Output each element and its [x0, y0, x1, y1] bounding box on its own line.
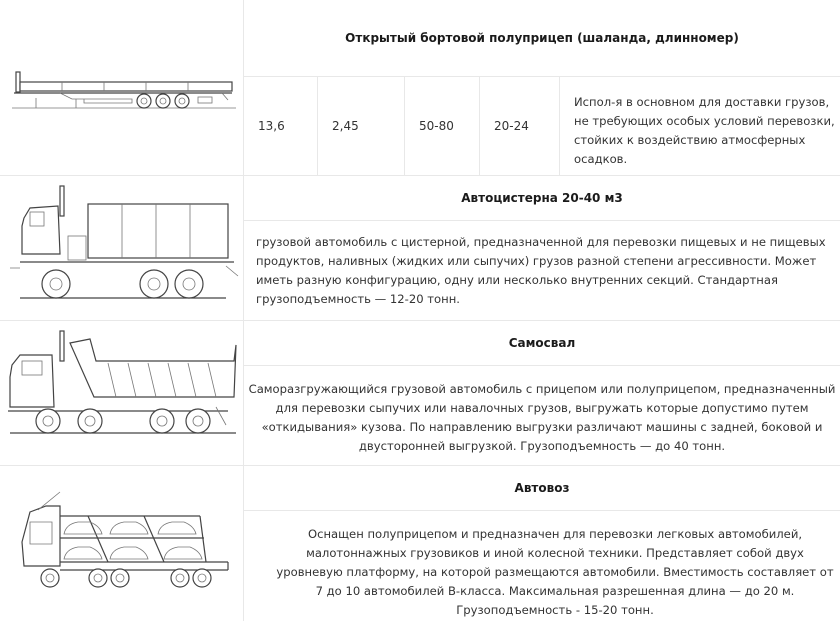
image-cell — [0, 466, 244, 621]
specs-row — [244, 77, 840, 175]
flatbed-semitrailer-icon — [0, 0, 244, 176]
row-title: Самосвал — [244, 321, 840, 366]
row-description: Саморазгружающийся грузовой автомобиль с прицепом или полуприцепом, предназначенный для перевозки сыпучих или навалочных грузов, выгружать которые допустимо путем «откидывания» кузова. По направлению выгрузки различают машины с задней, боковой и двусторонней выгрузкой. Грузоподъемность — до 40 тонн. — [248, 382, 836, 453]
spec-width: 2,45 — [318, 77, 405, 175]
content-cell — [244, 466, 840, 621]
table-row-car-carrier — [0, 466, 840, 621]
row-description: Испол-я в основном для доставки грузов, не требующих особых условий перевозки, стойких к воздействию атмосферных осадков. — [574, 95, 835, 166]
content-cell — [244, 0, 840, 175]
image-cell — [0, 176, 244, 320]
row-title: Открытый бортовой полуприцеп (шаланда, длинномер) — [244, 0, 840, 77]
table-row-dump-truck — [0, 321, 840, 466]
content-cell — [244, 321, 840, 465]
row-title: Автовоз — [244, 466, 840, 511]
content-cell — [244, 176, 840, 320]
table-row-flatbed — [0, 0, 840, 176]
tanker-truck-icon — [0, 176, 244, 321]
image-cell — [0, 321, 244, 465]
spec-volume: 50-80 — [405, 77, 480, 175]
row-title: Автоцистерна 20-40 м3 — [244, 176, 840, 221]
row-description: грузовой автомобиль с цистерной, предназначенной для перевозки пищевых и не пищевых продуктов, наливных (жидких или сыпучих) грузов разной степени агрессивности. Может иметь разную конфигурацию, одну или несколько внутренних секций. Стандартная грузоподъемность — 12-20 тонн. — [256, 235, 826, 306]
table-row-tanker — [0, 176, 840, 321]
spec-capacity: 20-24 — [480, 77, 560, 175]
image-cell — [0, 0, 244, 175]
dump-truck-icon — [0, 321, 244, 466]
row-description: Оснащен полуприцепом и предназначен для перевозки легковых автомобилей, малотоннажных грузовиков и иной колесной техники. Представляет собой двух уровневую платформу, на которой размещаются автомобили. Вместимость составляет от 7 до 10 автомобилей B-класса. Максимальная разрешенная длина — до 20 м. Грузоподъемность - 15-20 тонн. — [276, 527, 834, 617]
spec-length: 13,6 — [244, 77, 318, 175]
car-carrier-icon — [0, 466, 244, 621]
